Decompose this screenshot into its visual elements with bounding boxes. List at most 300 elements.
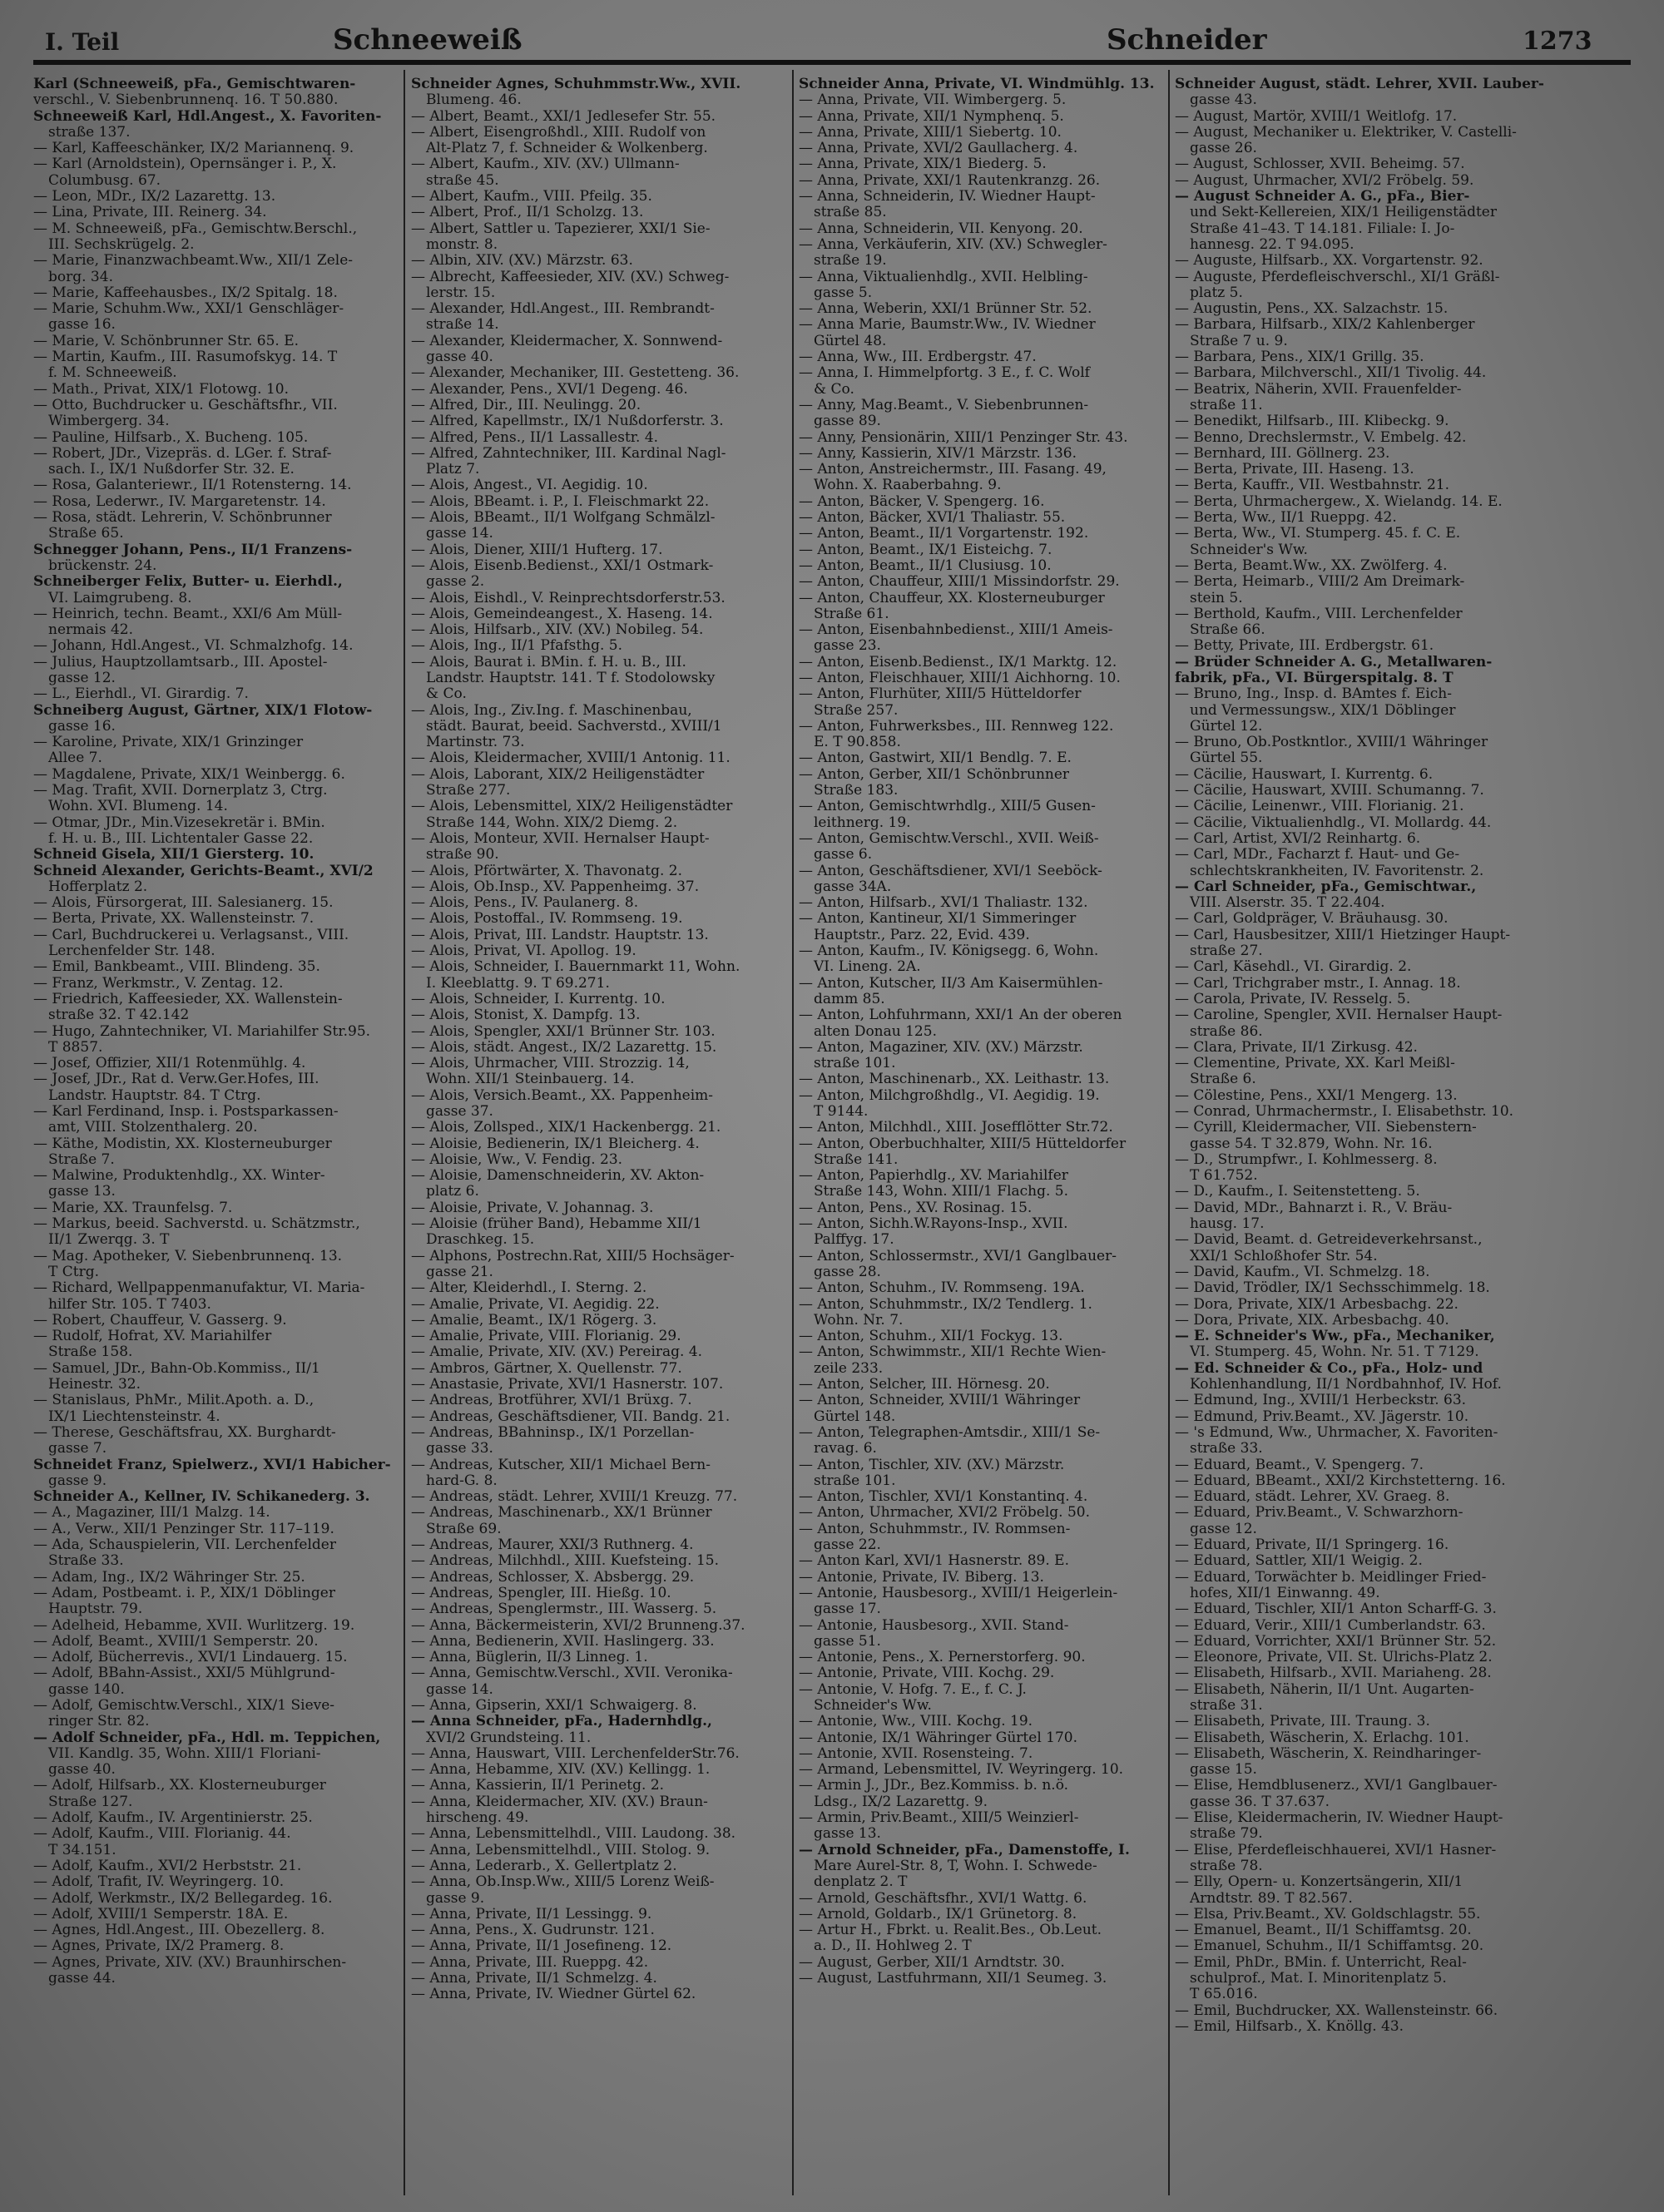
directory-entry-line: Wohn. XII/1 Steinbauerg. 14. bbox=[426, 1071, 635, 1088]
directory-entry-line: a. D., II. Hohlweg 2. T bbox=[814, 1938, 972, 1955]
directory-entry-line: & Co. bbox=[814, 381, 854, 398]
directory-entry-line: — Berta, Kauffr., VII. Westbahnstr. 21. bbox=[1175, 478, 1449, 494]
directory-entry-line: — Anton, Papierhdlg., XV. Mariahilfer bbox=[799, 1168, 1068, 1185]
directory-entry-line: — Alois, Privat, III. Landstr. Hauptstr. 13. bbox=[411, 927, 709, 943]
directory-entry-line: — Therese, Geschäftsfrau, XX. Burghardt- bbox=[33, 1424, 336, 1441]
directory-entry-line: — Alexander, Kleidermacher, X. Sonnwend- bbox=[411, 333, 723, 349]
directory-entry-line: Schneider's Ww. bbox=[814, 1697, 932, 1714]
directory-entry-line: — Auguste, Pferdefleischverschl., XI/1 Gräßl- bbox=[1175, 269, 1500, 285]
directory-entry-line: — Ambros, Gärtner, X. Quellenstr. 77. bbox=[411, 1360, 682, 1377]
directory-entry-line: — Anna, Private, XVI/2 Gaullacherg. 4. bbox=[799, 141, 1078, 157]
directory-entry-line: T 65.016. bbox=[1190, 1987, 1258, 2003]
directory-entry-line: — Anny, Kassierin, XIV/1 Märzstr. 136. bbox=[799, 445, 1077, 462]
directory-entry-line: — Eduard, städt. Lehrer, XV. Graeg. 8. bbox=[1175, 1489, 1450, 1506]
directory-entry-line: Gürtel 12. bbox=[1190, 718, 1263, 735]
directory-entry-line: — Anna, Büglerin, II/3 Linneg. 1. bbox=[411, 1650, 648, 1666]
directory-entry-line: — Malwine, Produktenhdlg., XX. Winter- bbox=[33, 1168, 325, 1185]
directory-entry-line: gasse 16. bbox=[48, 317, 116, 334]
column-divider bbox=[404, 70, 405, 2195]
directory-entry-line: — Adolf, Hilfsarb., XX. Klosterneuburger bbox=[33, 1778, 326, 1794]
directory-entry-line: Straße 144, Wohn. XIX/2 Diemg. 2. bbox=[426, 814, 678, 831]
directory-entry-line: schulprof., Mat. I. Minoritenplatz 5. bbox=[1190, 1971, 1447, 1987]
directory-entry-line: gasse 9. bbox=[426, 1890, 485, 1907]
directory-entry-line: — Arnold Schneider, pFa., Damenstoffe, I. bbox=[799, 1842, 1130, 1858]
directory-entry-line: — Berta, Private, III. Haseng. 13. bbox=[1175, 462, 1414, 478]
directory-entry-line: — Emanuel, Schuhm., II/1 Schiffamtsg. 20. bbox=[1175, 1938, 1484, 1955]
directory-entry-line: — A., Verw., XII/1 Penzinger Str. 117–119. bbox=[33, 1521, 334, 1537]
directory-entry-line: — Alexander, Pens., XVI/1 Degeng. 46. bbox=[411, 381, 688, 398]
directory-entry-line: — Otto, Buchdrucker u. Geschäftsfhr., VII. bbox=[33, 397, 338, 413]
directory-entry-line: — Amalie, Private, VI. Aegidig. 22. bbox=[411, 1296, 660, 1313]
directory-entry-line: Straße 143, Wohn. XIII/1 Flachg. 5. bbox=[814, 1184, 1069, 1200]
directory-entry-line: gasse 28. bbox=[814, 1264, 881, 1280]
directory-entry-line: III. Sechskrügelg. 2. bbox=[48, 236, 195, 253]
directory-entry-line: Wohn. Nr. 7. bbox=[814, 1312, 904, 1329]
directory-entry-line: — Elisabeth, Private, III. Traung. 3. bbox=[1175, 1714, 1430, 1730]
directory-entry-line: — Anna, Private, II/1 Schmelzg. 4. bbox=[411, 1971, 657, 1987]
directory-entry-line: Palffyg. 17. bbox=[814, 1232, 894, 1249]
directory-entry-line: gasse 2. bbox=[426, 574, 485, 591]
directory-entry-line: — Alois, Spengler, XXI/1 Brünner Str. 103. bbox=[411, 1023, 716, 1040]
directory-entry-line: — Anton, Telegraphen-Amtsdir., XIII/1 Se- bbox=[799, 1424, 1101, 1441]
directory-entry-line: — Albert, Prof., II/1 Scholzg. 13. bbox=[411, 205, 644, 221]
directory-entry-line: fabrik, pFa., VI. Bürgerspitalg. 8. T bbox=[1175, 670, 1454, 686]
directory-entry-line: — Anna, Private, II/1 Josefineng. 12. bbox=[411, 1938, 672, 1955]
directory-entry-line: — Alois, Ob.Insp., XV. Pappenheimg. 37. bbox=[411, 878, 700, 895]
directory-entry-line: brückenstr. 24. bbox=[48, 557, 157, 574]
directory-entry-line: Schneeweiß Karl, Hdl.Angest., X. Favoriten- bbox=[33, 108, 382, 125]
directory-entry-line: — August, Mechaniker u. Elektriker, V. Castelli- bbox=[1175, 124, 1517, 141]
directory-entry-line: — Anton, Beamt., II/1 Vorgartenstr. 192. bbox=[799, 526, 1089, 542]
directory-entry-line: — Andreas, BBahninsp., IX/1 Porzellan- bbox=[411, 1424, 695, 1441]
directory-entry-line: — Anna, Private, XII/1 Nymphenq. 5. bbox=[799, 108, 1064, 125]
directory-entry-line: E. T 90.858. bbox=[814, 735, 901, 751]
directory-entry-line: — Amalie, Private, VIII. Florianig. 29. bbox=[411, 1329, 681, 1345]
directory-entry-line: straße 137. bbox=[48, 124, 131, 141]
directory-entry-line: — Anna, Ww., III. Erdbergstr. 47. bbox=[799, 349, 1037, 366]
directory-entry-line: borg. 34. bbox=[48, 269, 113, 285]
directory-entry-line: Straße 158. bbox=[48, 1344, 133, 1361]
directory-entry-line: Kohlenhandlung, II/1 Nordbahnhof, IV. Hof. bbox=[1190, 1377, 1502, 1393]
directory-entry-line: — Adolf, Kaufm., IV. Argentinierstr. 25. bbox=[33, 1810, 313, 1827]
directory-entry-line: gasse 54. T 32.879, Wohn. Nr. 16. bbox=[1190, 1136, 1433, 1152]
directory-entry-line: T 34.151. bbox=[48, 1842, 116, 1858]
directory-entry-line: — M. Schneeweiß, pFa., Gemischtw.Berschl., bbox=[33, 220, 358, 237]
directory-entry-line: — Alexander, Mechaniker, III. Gestetteng. 36. bbox=[411, 365, 740, 382]
directory-entry-line: — Cäcilie, Hauswart, XVIII. Schumanng. 7. bbox=[1175, 783, 1484, 799]
directory-entry-line: — Anton, Hilfsarb., XVI/1 Thaliastr. 132. bbox=[799, 895, 1088, 912]
directory-entry-line: — Alois, Ing., II/1 Pfafsthg. 5. bbox=[411, 638, 623, 655]
directory-entry-line: — Anton, Fuhrwerksbes., III. Rennweg 122. bbox=[799, 718, 1114, 735]
directory-entry-line: gasse 22. bbox=[814, 1537, 881, 1554]
directory-entry-line: Hauptstr., Parz. 22, Evid. 439. bbox=[814, 927, 1030, 943]
directory-entry-line: — Rosa, Lederwr., IV. Margaretenstr. 14. bbox=[33, 493, 326, 510]
directory-entry-line: — Johann, Hdl.Angest., VI. Schmalzhofg. 14. bbox=[33, 638, 354, 655]
directory-entry-line: gasse 12. bbox=[48, 670, 116, 686]
directory-entry-line: — Anna, Private, XIX/1 Biederg. 5. bbox=[799, 156, 1047, 173]
directory-entry-line: damm 85. bbox=[814, 991, 885, 1007]
directory-entry-line: — Betty, Private, III. Erdbergstr. 61. bbox=[1175, 638, 1434, 655]
directory-entry-line: — Adam, Postbeamt. i. P., XIX/1 Döblinger bbox=[33, 1585, 335, 1601]
directory-entry-line: — Brüder Schneider A. G., Metallwaren- bbox=[1175, 654, 1493, 671]
directory-entry-line: straße 45. bbox=[426, 172, 499, 189]
left-header-word: Schneeweiß bbox=[333, 23, 522, 57]
directory-entry-line: — Marie, V. Schönbrunner Str. 65. E. bbox=[33, 333, 300, 349]
directory-entry-line: T Ctrg. bbox=[48, 1264, 99, 1280]
directory-entry-line: — Anton, Bäcker, XVI/1 Thaliastr. 55. bbox=[799, 510, 1066, 527]
directory-entry-line: — Anna, Verkäuferin, XIV. (XV.) Schwegler- bbox=[799, 236, 1107, 253]
directory-entry-line: — Anton, Schlossermstr., XVI/1 Ganglbauer- bbox=[799, 1248, 1117, 1264]
directory-entry-line: Platz 7. bbox=[426, 462, 480, 478]
directory-entry-line: — Josef, JDr., Rat d. Verw.Ger.Hofes, III. bbox=[33, 1071, 319, 1088]
directory-entry-line: — Antonie, Hausbesorg., XVIII/1 Heigerlein- bbox=[799, 1585, 1118, 1601]
directory-entry-line: hannesg. 22. T 94.095. bbox=[1190, 236, 1354, 253]
directory-entry-line: — Caroline, Spengler, XVII. Hernalser Haupt- bbox=[1175, 1007, 1503, 1024]
directory-entry-line: monstr. 8. bbox=[426, 236, 498, 253]
directory-entry-line: — Eduard, Verir., XIII/1 Cumberlandstr. 63. bbox=[1175, 1617, 1486, 1634]
directory-entry-line: — Alois, Ing., Ziv.Ing. f. Maschinenbau, bbox=[411, 702, 692, 719]
directory-entry-line: — Arnold, Goldarb., IX/1 Grünetorg. 8. bbox=[799, 1906, 1077, 1923]
directory-entry-line: — Alois, Diener, XIII/1 Hufterg. 17. bbox=[411, 542, 663, 558]
directory-entry-line: VIII. Alserstr. 35. T 22.404. bbox=[1190, 895, 1385, 912]
directory-entry-line: — Anna, Lebensmittelhdl., VIII. Stolog. 9. bbox=[411, 1842, 711, 1858]
directory-entry-line: — Karl, Kaffeeschänker, IX/2 Mariannenq. 9. bbox=[33, 141, 354, 157]
directory-entry-line: — Alfred, Dir., III. Neulingg. 20. bbox=[411, 397, 641, 413]
directory-entry-line: — Anna, Private, IV. Wiedner Gürtel 62. bbox=[411, 1987, 696, 2003]
directory-entry-line: — Andreas, Kutscher, XII/1 Michael Bern- bbox=[411, 1457, 711, 1473]
directory-entry-line: Schneider Agnes, Schuhmmstr.Ww., XVII. bbox=[411, 77, 741, 92]
directory-entry-line: städt. Baurat, beeid. Sachverstd., XVIII/1 bbox=[426, 718, 722, 735]
directory-entry-line: — Eduard, Torwächter b. Meidlinger Fried- bbox=[1175, 1569, 1487, 1586]
directory-entry-line: denplatz 2. T bbox=[814, 1874, 908, 1891]
directory-entry-line: — 's Edmund, Ww., Uhrmacher, X. Favoriten- bbox=[1175, 1424, 1498, 1441]
directory-entry-line: stein 5. bbox=[1190, 590, 1243, 606]
directory-entry-line: Hauptstr. 79. bbox=[48, 1601, 143, 1618]
directory-entry-line: straße 101. bbox=[814, 1056, 896, 1072]
directory-entry-line: — Adam, Ing., IX/2 Währinger Str. 25. bbox=[33, 1569, 305, 1586]
directory-entry-line: — Benno, Drechslermstr., V. Embelg. 42. bbox=[1175, 429, 1467, 446]
directory-entry-line: — Clementine, Private, XX. Karl Meißl- bbox=[1175, 1056, 1455, 1072]
directory-entry-line: — Anton, Eisenbahnbedienst., XIII/1 Ameis- bbox=[799, 622, 1113, 639]
directory-entry-line: Landstr. Hauptstr. 84. T Ctrg. bbox=[48, 1087, 261, 1104]
directory-entry-line: straße 85. bbox=[814, 205, 887, 221]
directory-entry-line: — Anton, Lohfuhrmann, XXI/1 An der oberen bbox=[799, 1007, 1122, 1024]
directory-entry-line: — Ada, Schauspielerin, VII. Lerchenfelder bbox=[33, 1537, 336, 1554]
directory-entry-line: Gürtel 48. bbox=[814, 333, 887, 349]
directory-entry-line: Heinestr. 32. bbox=[48, 1377, 141, 1393]
directory-entry-line: — Emil, PhDr., BMin. f. Unterricht, Real- bbox=[1175, 1954, 1467, 1971]
directory-entry-line: — Anton, Gemischtwrhdlg., XIII/5 Gusen- bbox=[799, 799, 1096, 815]
directory-entry-line: — Magdalene, Private, XIX/1 Weinbergg. 6. bbox=[33, 766, 345, 783]
directory-entry-line: gasse 17. bbox=[814, 1601, 881, 1618]
directory-entry-line: gasse 34A. bbox=[814, 878, 892, 895]
directory-entry-line: Schneider A., Kellner, IV. Schikanederg. 3. bbox=[33, 1489, 370, 1506]
directory-entry-line: — Rosa, städt. Lehrerin, V. Schönbrunner bbox=[33, 510, 332, 527]
column-3 bbox=[799, 77, 1165, 2190]
directory-entry-line: — Anny, Mag.Beamt., V. Siebenbrunnen- bbox=[799, 397, 1089, 413]
directory-entry-line: alten Donau 125. bbox=[814, 1023, 937, 1040]
directory-entry-line: — Berta, Private, XX. Wallensteinstr. 7. bbox=[33, 911, 314, 928]
directory-entry-line: Columbusg. 67. bbox=[48, 172, 161, 189]
directory-entry-line: — Antonie, XVII. Rosensteing. 7. bbox=[799, 1745, 1033, 1762]
directory-entry-line: — Karl (Arnoldstein), Opernsänger i. P., X. bbox=[33, 156, 337, 173]
directory-entry-line: straße 27. bbox=[1190, 943, 1263, 960]
directory-entry-line: — Alphons, Postrechn.Rat, XIII/5 Hochsäger- bbox=[411, 1248, 735, 1264]
directory-entry-line: — Aloisie (früher Band), Hebamme XII/1 bbox=[411, 1216, 702, 1233]
directory-entry-line: — Samuel, JDr., Bahn-Ob.Kommiss., II/1 bbox=[33, 1360, 320, 1377]
directory-entry-line: — Anna, Lederarb., X. Gellertplatz 2. bbox=[411, 1858, 677, 1874]
directory-entry-line: — Agnes, Private, IX/2 Pramerg. 8. bbox=[33, 1938, 285, 1955]
page-number: 1273 bbox=[1523, 27, 1592, 56]
directory-entry-line: Schneid Alexander, Gerichts-Beamt., XVI/2 bbox=[33, 863, 374, 879]
directory-entry-line: — Anton, Beamt., IX/1 Eisteichg. 7. bbox=[799, 542, 1052, 558]
directory-entry-line: — Alfred, Kapellmstr., IX/1 Nußdorferstr. 3. bbox=[411, 413, 724, 430]
directory-entry-line: — Eduard, Beamt., V. Spengerg. 7. bbox=[1175, 1457, 1424, 1473]
directory-entry-line: — Elise, Kleidermacherin, IV. Wiedner Haupt- bbox=[1175, 1810, 1503, 1827]
directory-entry-line: Mare Aurel-Str. 8, T, Wohn. I. Schwede- bbox=[814, 1858, 1097, 1874]
directory-entry-line: — Anastasie, Private, XVI/1 Hasnerstr. 107. bbox=[411, 1377, 724, 1393]
directory-entry-line: — Amalie, Beamt., IX/1 Rögerg. 3. bbox=[411, 1312, 657, 1329]
directory-entry-line: — Anna, Gemischtw.Verschl., XVII. Veronika- bbox=[411, 1665, 733, 1682]
directory-entry-line: — Adolf, Gemischtw.Verschl., XIX/1 Sieve- bbox=[33, 1697, 335, 1714]
directory-entry-line: — Anna, Gipserin, XXI/1 Schwaigerg. 8. bbox=[411, 1697, 697, 1714]
directory-entry-line: gasse 14. bbox=[426, 526, 493, 542]
directory-entry-line: — Karoline, Private, XIX/1 Grinzinger bbox=[33, 735, 304, 751]
directory-entry-line: — Anton, Anstreichermstr., III. Fasang. 49, bbox=[799, 462, 1107, 478]
directory-entry-line: Landstr. Hauptstr. 141. T f. Stodolowsky bbox=[426, 670, 716, 686]
directory-entry-line: — Anna, Hebamme, XIV. (XV.) Kellingg. 1. bbox=[411, 1762, 711, 1779]
page-header bbox=[33, 17, 1631, 60]
directory-entry-line: — Alois, BBeamt., II/1 Wolfgang Schmälzl- bbox=[411, 510, 716, 527]
directory-entry-line: gasse 40. bbox=[426, 349, 493, 366]
directory-entry-line: Alt-Platz 7, f. Schneider & Wolkenberg. bbox=[426, 141, 708, 157]
directory-entry-line: Straße 257. bbox=[814, 702, 899, 719]
directory-entry-line: — Adolf, Werkmstr., IX/2 Bellegardeg. 16. bbox=[33, 1890, 333, 1907]
directory-entry-line: verschl., V. Siebenbrunnenq. 16. T 50.880. bbox=[33, 92, 339, 109]
directory-entry-line: — Emil, Bankbeamt., VIII. Blindeng. 35. bbox=[33, 959, 320, 976]
directory-entry-line: — Carl, Käsehdl., VI. Girardig. 2. bbox=[1175, 959, 1412, 976]
part-label: I. Teil bbox=[45, 28, 120, 56]
directory-entry-line: — Hugo, Zahntechniker, VI. Mariahilfer Str.95. bbox=[33, 1023, 371, 1040]
directory-entry-line: — Anna, Private, VII. Wimbergerg. 5. bbox=[799, 92, 1067, 109]
directory-entry-line: — Adolf, Beamt., XVIII/1 Semperstr. 20. bbox=[33, 1633, 319, 1650]
directory-entry-line: T 9144. bbox=[814, 1104, 869, 1120]
directory-entry-line: — Barbara, Pens., XIX/1 Grillg. 35. bbox=[1175, 349, 1424, 366]
directory-entry-line: — Alois, Privat, VI. Apollog. 19. bbox=[411, 943, 636, 960]
directory-entry-line: — Cäcilie, Viktualienhdlg., VI. Mollardg. 44. bbox=[1175, 814, 1492, 831]
directory-entry-line: — Carl, Trichgraber mstr., I. Annag. 18. bbox=[1175, 975, 1461, 992]
directory-entry-line: — Anna, I. Himmelpfortg. 3 E., f. C. Wolf bbox=[799, 365, 1090, 382]
directory-entry-line: — Adolf Schneider, pFa., Hdl. m. Teppichen, bbox=[33, 1730, 381, 1746]
directory-entry-line: Allee 7. bbox=[48, 750, 102, 767]
directory-entry-line: — August Schneider A. G., pFa., Bier- bbox=[1175, 189, 1470, 205]
directory-entry-line: — Adelheid, Hebamme, XVII. Wurlitzerg. 19. bbox=[33, 1617, 355, 1634]
column-2 bbox=[411, 77, 789, 2190]
directory-entry-line: gasse 33. bbox=[426, 1441, 493, 1457]
directory-entry-line: — Antonie, Private, VIII. Kochg. 29. bbox=[799, 1665, 1055, 1682]
directory-entry-line: VI. Stumperg. 45, Wohn. Nr. 51. T 7129. bbox=[1190, 1344, 1479, 1361]
directory-entry-line: gasse 13. bbox=[48, 1184, 116, 1200]
directory-entry-line: — Alois, Eishdl., V. Reinprechtsdorferstr.53. bbox=[411, 590, 726, 606]
directory-entry-line: — Anton, Selcher, III. Hörnesg. 20. bbox=[799, 1377, 1050, 1393]
directory-entry-line: — Stanislaus, PhMr., Milit.Apoth. a. D., bbox=[33, 1393, 314, 1409]
directory-entry-line: — Armand, Lebensmittel, IV. Weyringerg. 10. bbox=[799, 1762, 1124, 1779]
directory-entry-line: — Elisabeth, Wäscherin, X. Reindharinger- bbox=[1175, 1745, 1482, 1762]
directory-entry-line: — Alois, Baurat i. BMin. f. H. u. B., III. bbox=[411, 654, 686, 671]
directory-entry-line: — Elise, Hemdblusenerz., XVI/1 Ganglbauer- bbox=[1175, 1778, 1498, 1794]
directory-entry-line: Karl (Schneeweiß, pFa., Gemischtwaren- bbox=[33, 77, 356, 92]
directory-entry-line: — Markus, beeid. Sachverstd. u. Schätzmstr., bbox=[33, 1216, 360, 1233]
directory-entry-line: platz 5. bbox=[1190, 285, 1243, 301]
directory-entry-line: — Alois, Pförtwärter, X. Thavonatg. 2. bbox=[411, 863, 683, 879]
directory-entry-line: Straße 65. bbox=[48, 526, 124, 542]
directory-entry-line: — Aloisie, Private, V. Johannag. 3. bbox=[411, 1200, 654, 1216]
directory-entry-line: — Alois, Stonist, X. Dampfg. 13. bbox=[411, 1007, 641, 1024]
directory-entry-line: — Leon, MDr., IX/2 Lazarettg. 13. bbox=[33, 189, 276, 205]
directory-entry-line: — Agnes, Hdl.Angest., III. Obezellerg. 8. bbox=[33, 1923, 325, 1939]
directory-entry-line: — Anton, Magaziner, XIV. (XV.) Märzstr. bbox=[799, 1039, 1083, 1056]
directory-entry-line: T 61.752. bbox=[1190, 1168, 1258, 1185]
directory-entry-line: zeile 233. bbox=[814, 1360, 884, 1377]
directory-entry-line: — Carl, MDr., Facharzt f. Haut- und Ge- bbox=[1175, 847, 1460, 864]
directory-entry-line: — Antonie, IX/1 Währinger Gürtel 170. bbox=[799, 1730, 1078, 1746]
directory-entry-line: — D., Kaufm., I. Seitenstetteng. 5. bbox=[1175, 1184, 1420, 1200]
directory-entry-line: — Alois, städt. Angest., IX/2 Lazarettg. 15. bbox=[411, 1039, 717, 1056]
directory-entry-line: — E. Schneider's Ww., pFa., Mechaniker, bbox=[1175, 1329, 1495, 1345]
column-4 bbox=[1175, 77, 1624, 2190]
directory-entry-line: — Anna, Bedienerin, XVII. Haslingerg. 33. bbox=[411, 1633, 715, 1650]
directory-entry-line: — Karl Ferdinand, Insp. i. Postsparkassen- bbox=[33, 1104, 339, 1120]
directory-entry-line: — Alfred, Zahntechniker, III. Kardinal Nagl- bbox=[411, 445, 726, 462]
column-divider bbox=[1168, 70, 1170, 2195]
directory-entry-line: — Käthe, Modistin, XX. Klosterneuburger bbox=[33, 1136, 332, 1152]
column-divider bbox=[792, 70, 794, 2195]
directory-entry-line: — Alfred, Pens., II/1 Lassallestr. 4. bbox=[411, 429, 659, 446]
directory-entry-line: — Anna Schneider, pFa., Hadernhdlg., bbox=[411, 1714, 712, 1730]
directory-entry-line: straße 31. bbox=[1190, 1697, 1263, 1714]
directory-entry-line: — Antonie, V. Hofg. 7. E., f. C. J. bbox=[799, 1681, 1027, 1698]
directory-entry-line: gasse 26. bbox=[1190, 141, 1257, 157]
directory-entry-line: gasse 36. T 37.637. bbox=[1190, 1794, 1330, 1810]
directory-entry-line: — Anna, Pens., X. Gudrunstr. 121. bbox=[411, 1923, 655, 1939]
directory-entry-line: — Alois, Postoffal., IV. Rommseng. 19. bbox=[411, 911, 683, 928]
directory-entry-line: leithnerg. 19. bbox=[814, 814, 911, 831]
directory-entry-line: gasse 21. bbox=[426, 1264, 493, 1280]
directory-entry-line: — Agnes, Private, XIV. (XV.) Braunhirschen- bbox=[33, 1954, 347, 1971]
directory-entry-line: — Carola, Private, IV. Resselg. 5. bbox=[1175, 991, 1411, 1007]
directory-entry-line: — Andreas, Maschinenarb., XX/1 Brünner bbox=[411, 1505, 712, 1522]
directory-entry-line: — Rudolf, Hofrat, XV. Mariahilfer bbox=[33, 1329, 272, 1345]
directory-entry-line: — August, Uhrmacher, XVI/2 Fröbelg. 59. bbox=[1175, 172, 1474, 189]
directory-entry-line: — Carl, Hausbesitzer, XIII/1 Hietzinger Haupt- bbox=[1175, 927, 1511, 943]
directory-entry-line: — Anton, Gastwirt, XII/1 Bendlg. 7. E. bbox=[799, 750, 1072, 767]
directory-entry-line: Schneid Gisela, XII/1 Giersterg. 10. bbox=[33, 847, 314, 864]
directory-entry-line: — Barbara, Milchverschl., XII/1 Tivolig. 44. bbox=[1175, 365, 1487, 382]
directory-entry-line: — Alois, Schneider, I. Bauernmarkt 11, Wohn. bbox=[411, 959, 740, 976]
directory-entry-line: — Carl, Artist, XVI/2 Reinhartg. 6. bbox=[1175, 830, 1421, 847]
directory-entry-line: — David, Trödler, IX/1 Sechsschimmelg. 18. bbox=[1175, 1280, 1490, 1297]
directory-entry-line: Straße 7 u. 9. bbox=[1190, 333, 1288, 349]
column-1 bbox=[33, 77, 399, 2190]
directory-entry-line: gasse 44. bbox=[48, 1971, 116, 1987]
directory-entry-line: XVI/2 Grundsteing. 11. bbox=[426, 1730, 592, 1746]
directory-entry-line: straße 79. bbox=[1190, 1826, 1263, 1843]
directory-entry-line: — Anton, Schuhm., IV. Rommseng. 19A. bbox=[799, 1280, 1085, 1297]
directory-entry-line: — Eduard, Tischler, XII/1 Anton Scharff-G. 3. bbox=[1175, 1601, 1497, 1618]
directory-entry-line: — Eduard, Sattler, XII/1 Weigig. 2. bbox=[1175, 1553, 1423, 1570]
directory-entry-line: — Anton, Milchhdl., XIII. Josefflötter Str.72. bbox=[799, 1120, 1113, 1136]
directory-entry-line: Wohn. XVI. Blumeng. 14. bbox=[48, 799, 228, 815]
directory-entry-line: — Andreas, Schlosser, X. Absbergg. 29. bbox=[411, 1569, 695, 1586]
directory-entry-line: II/1 Zwerqg. 3. T bbox=[48, 1232, 170, 1249]
directory-entry-line: — Alois, Uhrmacher, VIII. Strozzig. 14, bbox=[411, 1056, 690, 1072]
directory-entry-line: — Benedikt, Hilfsarb., III. Klibeckg. 9. bbox=[1175, 413, 1449, 430]
directory-entry-line: straße 86. bbox=[1190, 1023, 1263, 1040]
directory-entry-line: — Berta, Beamt.Ww., XX. Zwölferg. 4. bbox=[1175, 557, 1448, 574]
directory-entry-line: Schneiberger Felix, Butter- u. Eierhdl., bbox=[33, 574, 343, 591]
directory-entry-line: — Anton, Chauffeur, XIII/1 Missindorfstr. 29. bbox=[799, 574, 1120, 591]
directory-entry-line: — Berta, Heimarb., VIII/2 Am Dreimark- bbox=[1175, 574, 1465, 591]
directory-entry-line: ringer Str. 82. bbox=[48, 1714, 150, 1730]
directory-entry-line: — Anton, Kaufm., IV. Königsegg. 6, Wohn. bbox=[799, 943, 1099, 960]
directory-entry-line: Schneider August, städt. Lehrer, XVII. Lauber- bbox=[1175, 77, 1544, 92]
directory-entry-line: — Julius, Hauptzollamtsarb., III. Apostel- bbox=[33, 654, 328, 671]
directory-entry-line: — Armin, Priv.Beamt., XIII/5 Weinzierl- bbox=[799, 1810, 1079, 1827]
directory-entry-line: — Bruno, Ob.Postkntlor., XVIII/1 Währinger bbox=[1175, 735, 1488, 751]
directory-entry-line: — Marie, XX. Traunfelsg. 7. bbox=[33, 1200, 233, 1216]
directory-entry-line: — Alois, Eisenb.Bedienst., XXI/1 Ostmark- bbox=[411, 557, 714, 574]
directory-entry-line: — Anton, Beamt., II/1 Clusiusg. 10. bbox=[799, 557, 1052, 574]
directory-entry-line: — Anna, Lebensmittelhdl., VIII. Laudong. 38. bbox=[411, 1826, 736, 1843]
directory-entry-line: — Elsa, Priv.Beamt., XV. Goldschlagstr. 55. bbox=[1175, 1906, 1481, 1923]
directory-entry-line: — Josef, Offizier, XII/1 Rotenmühlg. 4. bbox=[33, 1056, 306, 1072]
directory-entry-line: — Anna, Private, III. Rueppg. 42. bbox=[411, 1954, 649, 1971]
directory-entry-line: Draschkeg. 15. bbox=[426, 1232, 535, 1249]
directory-entry-line: Hofferplatz 2. bbox=[48, 878, 148, 895]
directory-entry-line: — Alter, Kleiderhdl., I. Sterng. 2. bbox=[411, 1280, 647, 1297]
directory-entry-line: — Anton, Fleischhauer, XIII/1 Aichhorng. 10. bbox=[799, 670, 1121, 686]
directory-entry-line: straße 11. bbox=[1190, 397, 1263, 413]
directory-entry-line: Lerchenfelder Str. 148. bbox=[48, 943, 215, 960]
directory-entry-line: XXI/1 Schloßhofer Str. 54. bbox=[1190, 1248, 1378, 1264]
directory-entry-line: — Elly, Opern- u. Konzertsängerin, XII/1 bbox=[1175, 1874, 1463, 1891]
directory-entry-line: — Elisabeth, Wäscherin, X. Erlachg. 101. bbox=[1175, 1730, 1469, 1746]
directory-entry-line: — Alois, Monteur, XVII. Hernalser Haupt- bbox=[411, 830, 710, 847]
directory-entry-line: amt, VIII. Stolzenthalerg. 20. bbox=[48, 1120, 258, 1136]
directory-entry-line: — Anna Marie, Baumstr.Ww., IV. Wiedner bbox=[799, 317, 1096, 334]
directory-entry-line: — L., Eierhdl., VI. Girardig. 7. bbox=[33, 686, 249, 703]
directory-entry-line: — Carl Schneider, pFa., Gemischtwar., bbox=[1175, 878, 1477, 895]
directory-entry-line: — Berta, Uhrmachergew., X. Wielandg. 14. E. bbox=[1175, 493, 1503, 510]
directory-entry-line: — Martin, Kaufm., III. Rasumofskyg. 14. T bbox=[33, 349, 338, 366]
directory-entry-line: — Alois, Schneider, I. Kurrentg. 10. bbox=[411, 991, 666, 1007]
directory-entry-line: — Rosa, Galanteriewr., II/1 Rotensterng. 14. bbox=[33, 478, 352, 494]
directory-entry-line: platz 6. bbox=[426, 1184, 479, 1200]
directory-entry-line: gasse 9. bbox=[48, 1472, 107, 1489]
directory-entry-line: schlechtskrankheiten, IV. Favoritenstr. 2. bbox=[1190, 863, 1484, 879]
directory-entry-line: straße 32. T 42.142 bbox=[48, 1007, 190, 1024]
directory-entry-line: — Adolf, Bücherrevis., XVI/1 Lindauerg. 15. bbox=[33, 1650, 348, 1666]
directory-entry-line: — Alois, Lebensmittel, XIX/2 Heiligenstädter bbox=[411, 799, 733, 815]
directory-entry-line: — D., Strumpfwr., I. Kohlmesserg. 8. bbox=[1175, 1151, 1438, 1168]
directory-entry-line: — Alois, Laborant, XIX/2 Heiligenstädter bbox=[411, 766, 705, 783]
directory-entry-line: Wimbergerg. 34. bbox=[48, 413, 170, 430]
directory-entry-line: — Albert, Kaufm., VIII. Pfeilg. 35. bbox=[411, 189, 652, 205]
directory-entry-line: f. M. Schneeweiß. bbox=[48, 365, 177, 382]
directory-entry-line: — Anton, Milchgroßhdlg., VI. Aegidig. 19. bbox=[799, 1087, 1100, 1104]
directory-entry-line: — Anna, Private, XIII/1 Siebertg. 10. bbox=[799, 124, 1062, 141]
directory-entry-line: — Bernhard, III. Göllnerg. 23. bbox=[1175, 445, 1390, 462]
